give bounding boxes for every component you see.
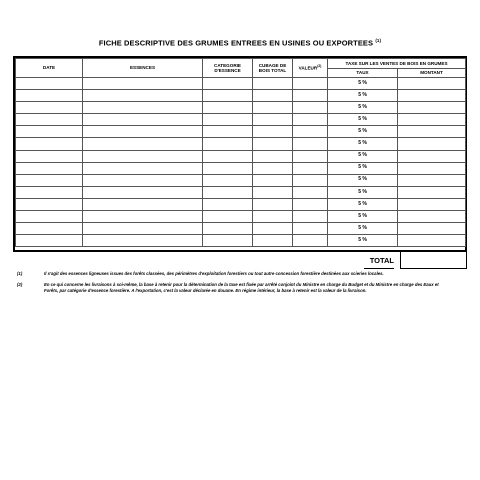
essences-cell[interactable] bbox=[83, 211, 203, 223]
title-note-ref: (1) bbox=[375, 38, 382, 43]
categorie-cell[interactable] bbox=[203, 90, 253, 102]
montant-cell[interactable] bbox=[398, 138, 466, 150]
categorie-cell[interactable] bbox=[203, 174, 253, 186]
valeur-cell[interactable] bbox=[293, 150, 328, 162]
montant-cell[interactable] bbox=[398, 78, 466, 90]
essences-cell[interactable] bbox=[83, 174, 203, 186]
footnote-1-text: Il s'agit des essences ligneuses issues des forêts classées, des périmètres d'exploitation forestiers ou tout autre concession forestière destinées aux scieries locales. bbox=[44, 271, 384, 276]
cubage-cell[interactable] bbox=[253, 235, 293, 247]
table-row bbox=[16, 223, 466, 235]
grumes-table bbox=[15, 58, 466, 247]
table-row bbox=[16, 174, 466, 186]
taux-cell: 5 % bbox=[328, 174, 398, 186]
valeur-cell[interactable] bbox=[293, 223, 328, 235]
montant-cell[interactable] bbox=[398, 186, 466, 198]
footnote-2-text: En ce qui concerne les livraisons à soi-même, la base à retenir pour la détermination de la taxe est fixée par arrêté conjoint du Ministre en charge du Budget et du Ministre en charge des Eaux et Forêts, par catégorie d'essence forestière. A l'exportation, c'est la valeur déclarée en douane. En régime intérieur, la base à retenir est la valeur de la livraison. bbox=[44, 282, 439, 293]
header-essences: ESSENCES bbox=[83, 59, 203, 78]
categorie-cell[interactable] bbox=[203, 126, 253, 138]
date-cell[interactable] bbox=[16, 114, 83, 126]
date-cell[interactable] bbox=[16, 150, 83, 162]
date-cell[interactable] bbox=[16, 211, 83, 223]
date-cell[interactable] bbox=[16, 186, 83, 198]
cubage-cell[interactable] bbox=[253, 223, 293, 235]
categorie-cell[interactable] bbox=[203, 162, 253, 174]
valeur-cell[interactable] bbox=[293, 138, 328, 150]
total-label: TOTAL bbox=[369, 256, 394, 265]
table-row bbox=[16, 78, 466, 90]
montant-cell[interactable] bbox=[398, 235, 466, 247]
essences-cell[interactable] bbox=[83, 162, 203, 174]
valeur-cell[interactable] bbox=[293, 198, 328, 210]
cubage-cell[interactable] bbox=[253, 138, 293, 150]
montant-cell[interactable] bbox=[398, 174, 466, 186]
table-row bbox=[16, 162, 466, 174]
table-row bbox=[16, 150, 466, 162]
table-row bbox=[16, 90, 466, 102]
date-cell[interactable] bbox=[16, 90, 83, 102]
title-text: FICHE DESCRIPTIVE DES GRUMES ENTREES EN USINES OU EXPORTEES bbox=[98, 38, 374, 48]
montant-cell[interactable] bbox=[398, 114, 466, 126]
header-valeur-label: VALEUR bbox=[298, 65, 318, 71]
date-cell[interactable] bbox=[16, 102, 83, 114]
montant-cell[interactable] bbox=[398, 198, 466, 210]
valeur-cell[interactable] bbox=[293, 162, 328, 174]
essences-cell[interactable] bbox=[83, 90, 203, 102]
essences-cell[interactable] bbox=[83, 235, 203, 247]
cubage-cell[interactable] bbox=[253, 126, 293, 138]
header-valeur bbox=[293, 59, 328, 78]
table-row bbox=[16, 235, 466, 247]
table-row bbox=[16, 138, 466, 150]
categorie-cell[interactable] bbox=[203, 211, 253, 223]
date-cell[interactable] bbox=[16, 126, 83, 138]
montant-cell[interactable] bbox=[398, 126, 466, 138]
essences-cell[interactable] bbox=[83, 223, 203, 235]
montant-cell[interactable] bbox=[398, 223, 466, 235]
header-taux: TAUX bbox=[328, 69, 398, 78]
taux-cell: 5 % bbox=[328, 102, 398, 114]
essences-cell[interactable] bbox=[83, 138, 203, 150]
valeur-cell[interactable] bbox=[293, 102, 328, 114]
table-row bbox=[16, 211, 466, 223]
essences-cell[interactable] bbox=[83, 150, 203, 162]
taux-cell: 5 % bbox=[328, 114, 398, 126]
categorie-cell[interactable] bbox=[203, 235, 253, 247]
taux-cell: 5 % bbox=[328, 186, 398, 198]
categorie-cell[interactable] bbox=[203, 223, 253, 235]
cubage-cell[interactable] bbox=[253, 78, 293, 90]
taux-cell: 5 % bbox=[328, 78, 398, 90]
footnote-1-number: (1) bbox=[17, 271, 23, 276]
date-cell[interactable] bbox=[16, 174, 83, 186]
essences-cell[interactable] bbox=[83, 126, 203, 138]
essences-cell[interactable] bbox=[83, 102, 203, 114]
valeur-cell[interactable] bbox=[293, 90, 328, 102]
montant-cell[interactable] bbox=[398, 90, 466, 102]
date-cell[interactable] bbox=[16, 162, 83, 174]
table-row bbox=[16, 198, 466, 210]
taux-cell: 5 % bbox=[328, 162, 398, 174]
total-value-box[interactable] bbox=[400, 251, 467, 269]
footnote-2-number: (2) bbox=[17, 282, 23, 287]
header-date: DATE bbox=[16, 59, 83, 78]
montant-cell[interactable] bbox=[398, 102, 466, 114]
categorie-cell[interactable] bbox=[203, 150, 253, 162]
essences-cell[interactable] bbox=[83, 114, 203, 126]
cubage-cell[interactable] bbox=[253, 150, 293, 162]
categorie-cell[interactable] bbox=[203, 102, 253, 114]
date-cell[interactable] bbox=[16, 78, 83, 90]
header-taxe-group: TAXE SUR LES VENTES DE BOIS EN GRUMES bbox=[328, 59, 466, 69]
taux-cell: 5 % bbox=[328, 198, 398, 210]
categorie-cell[interactable] bbox=[203, 198, 253, 210]
page-title bbox=[0, 38, 480, 48]
taux-cell: 5 % bbox=[328, 150, 398, 162]
categorie-cell[interactable] bbox=[203, 78, 253, 90]
header-cubage: CUBAGE DE BOIS TOTAL bbox=[253, 59, 293, 78]
header-valeur-note-ref: (2) bbox=[317, 64, 322, 69]
cubage-cell[interactable] bbox=[253, 186, 293, 198]
taux-cell: 5 % bbox=[328, 90, 398, 102]
valeur-cell[interactable] bbox=[293, 114, 328, 126]
montant-cell[interactable] bbox=[398, 211, 466, 223]
taux-cell: 5 % bbox=[328, 211, 398, 223]
date-cell[interactable] bbox=[16, 223, 83, 235]
valeur-cell[interactable] bbox=[293, 235, 328, 247]
table-body bbox=[16, 78, 466, 247]
table-row bbox=[16, 114, 466, 126]
valeur-cell[interactable] bbox=[293, 78, 328, 90]
taux-cell: 5 % bbox=[328, 138, 398, 150]
valeur-cell[interactable] bbox=[293, 186, 328, 198]
montant-cell[interactable] bbox=[398, 162, 466, 174]
cubage-cell[interactable] bbox=[253, 211, 293, 223]
date-cell[interactable] bbox=[16, 235, 83, 247]
table-row bbox=[16, 186, 466, 198]
categorie-cell[interactable] bbox=[203, 138, 253, 150]
date-cell[interactable] bbox=[16, 138, 83, 150]
cubage-cell[interactable] bbox=[253, 162, 293, 174]
date-cell[interactable] bbox=[16, 198, 83, 210]
taux-cell: 5 % bbox=[328, 126, 398, 138]
header-categorie: CATEGORIE D'ESSENCE bbox=[203, 59, 253, 78]
valeur-cell[interactable] bbox=[293, 126, 328, 138]
cubage-cell[interactable] bbox=[253, 174, 293, 186]
cubage-cell[interactable] bbox=[253, 90, 293, 102]
categorie-cell[interactable] bbox=[203, 186, 253, 198]
table-row bbox=[16, 126, 466, 138]
cubage-cell[interactable] bbox=[253, 102, 293, 114]
categorie-cell[interactable] bbox=[203, 114, 253, 126]
header-montant: MONTANT bbox=[398, 69, 466, 78]
valeur-cell[interactable] bbox=[293, 174, 328, 186]
montant-cell[interactable] bbox=[398, 150, 466, 162]
taux-cell: 5 % bbox=[328, 235, 398, 247]
taux-cell: 5 % bbox=[328, 223, 398, 235]
table-row bbox=[16, 102, 466, 114]
valeur-cell[interactable] bbox=[293, 211, 328, 223]
essences-cell[interactable] bbox=[83, 78, 203, 90]
cubage-cell[interactable] bbox=[253, 114, 293, 126]
essences-cell[interactable] bbox=[83, 186, 203, 198]
cubage-cell[interactable] bbox=[253, 198, 293, 210]
total-underline bbox=[364, 268, 394, 269]
essences-cell[interactable] bbox=[83, 198, 203, 210]
